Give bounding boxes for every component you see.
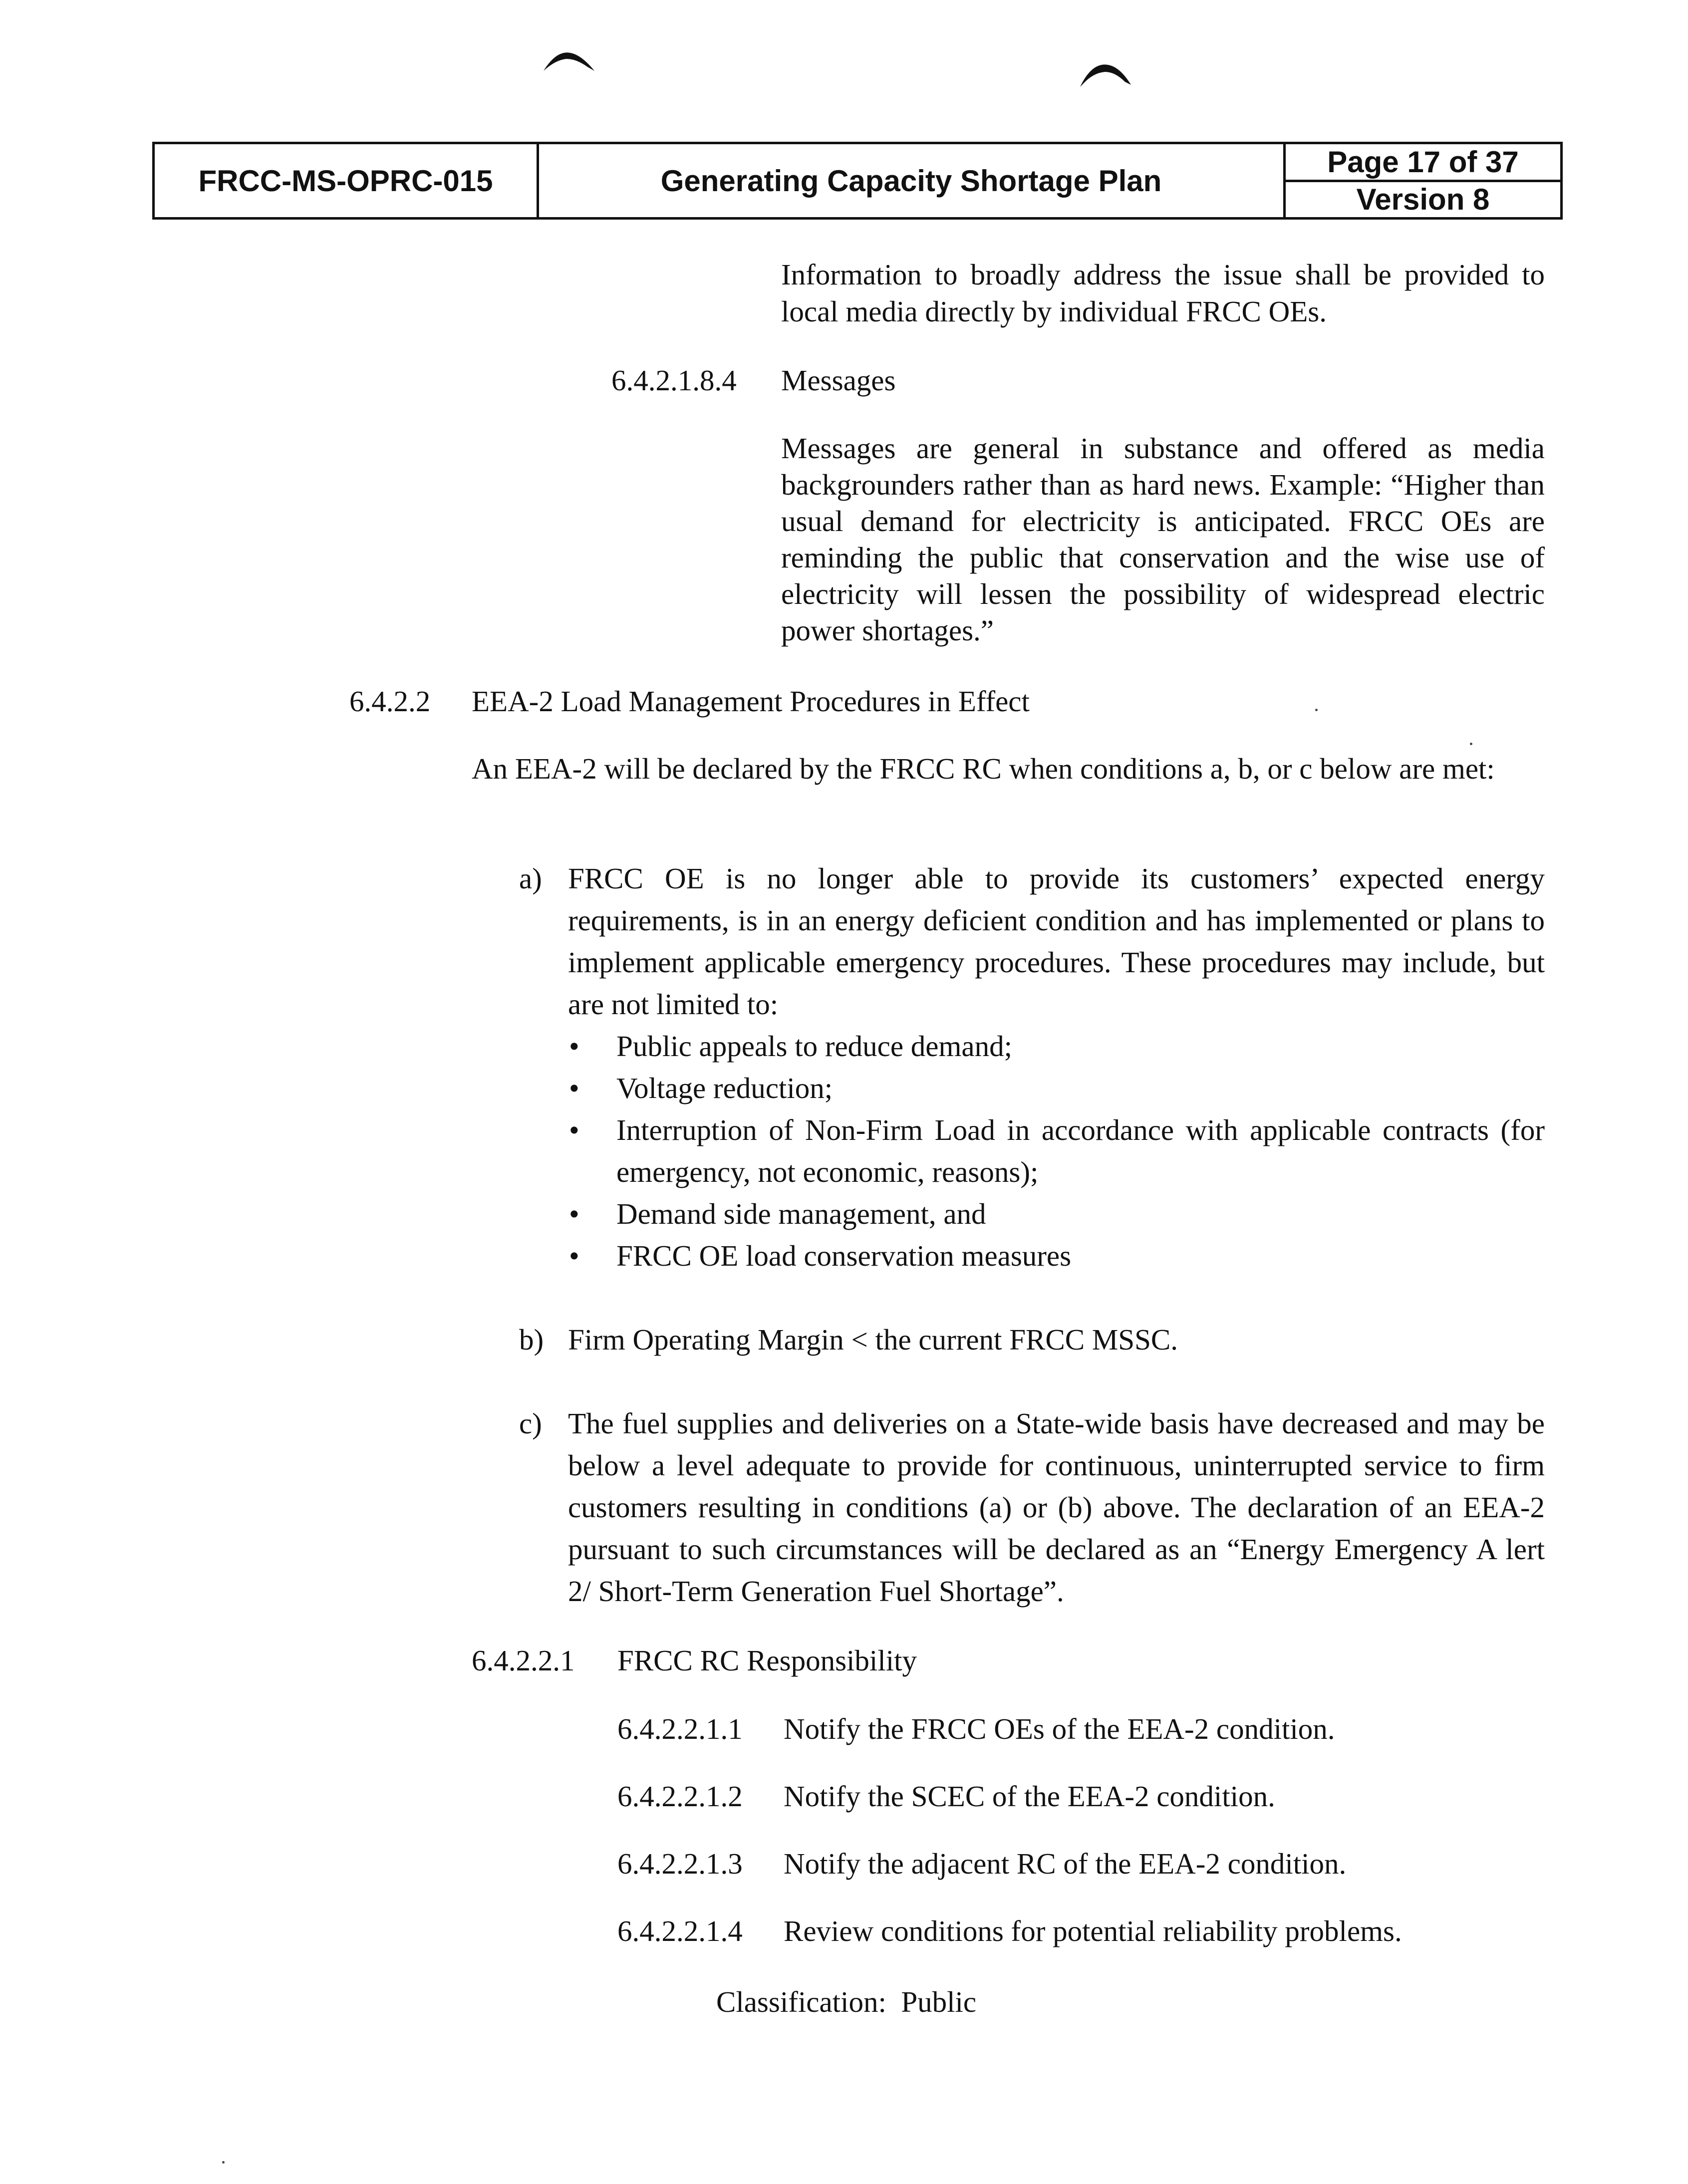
classification-footer: Classification: Public: [716, 1985, 977, 2018]
scan-speck: [1470, 743, 1472, 745]
messages-paragraph: Messages are general in substance and offered as media backgrounders rather than as hard news. Example: “Higher than usual demand for electricity is anticipated. FRCC OEs are reminding the public that conservation and the wise use of electricity will lessen the possibility of widespread electric power shortages.”: [781, 432, 1545, 647]
item-number: 6.4.2.2.1.1: [617, 1712, 743, 1745]
section-number: 6.4.2.2: [349, 685, 431, 718]
document-id: FRCC-MS-OPRC-015: [155, 144, 539, 217]
scan-mark-icon: [542, 46, 596, 75]
document-title: Generating Capacity Shortage Plan: [539, 144, 1286, 217]
item-number: 6.4.2.2.1.3: [617, 1847, 743, 1880]
document-header: [152, 142, 1563, 220]
list-item: Demand side management, and: [616, 1197, 986, 1230]
scan-mark-icon: [1078, 59, 1133, 88]
list-item: Interruption of Non-Firm Load in accordance with applicable contracts (for emergency, not economic, reasons);: [616, 1113, 1545, 1188]
list-label: a): [519, 862, 542, 895]
list-item: Public appeals to reduce demand;: [616, 1030, 1012, 1063]
page-version-cell: [1286, 144, 1560, 217]
section-heading: EEA-2 Load Management Procedures in Effect: [472, 685, 1030, 718]
media-info-paragraph: Information to broadly address the issue shall be provided to local media directly by individual FRCC OEs.: [781, 258, 1545, 328]
page-number: Page 17 of 37: [1286, 144, 1560, 182]
item-text: Notify the SCEC of the EEA-2 condition.: [784, 1780, 1275, 1813]
item-text: Notify the FRCC OEs of the EEA-2 condition.: [784, 1712, 1335, 1745]
list-item: FRCC OE load conservation measures: [616, 1239, 1072, 1272]
bullet-icon: •: [569, 1030, 579, 1063]
scan-speck: [1315, 709, 1318, 711]
item-text: Notify the adjacent RC of the EEA-2 condition.: [784, 1847, 1347, 1880]
version-label: Version 8: [1356, 183, 1490, 217]
section-number: 6.4.2.2.1: [472, 1644, 575, 1677]
section-number: 6.4.2.1.8.4: [611, 364, 737, 397]
list-label: c): [519, 1407, 542, 1440]
eea2-intro-paragraph: An EEA-2 will be declared by the FRCC RC when conditions a, b, or c below are met:: [472, 752, 1495, 785]
condition-a-text: FRCC OE is no longer able to provide its customers’ expected energy requirements, is in an energy deficient condition and has implemented or plans to implement applicable emergency procedures. These procedures may include, but are not limited to:: [568, 862, 1545, 1021]
scan-speck: [222, 2161, 225, 2164]
bullet-icon: •: [569, 1072, 579, 1104]
item-number: 6.4.2.2.1.4: [617, 1914, 743, 1947]
item-number: 6.4.2.2.1.2: [617, 1780, 743, 1813]
condition-b-text: Firm Operating Margin < the current FRCC MSSC.: [568, 1323, 1178, 1356]
list-item: Voltage reduction;: [616, 1072, 833, 1104]
bullet-icon: •: [569, 1113, 579, 1146]
condition-c-text: The fuel supplies and deliveries on a State-wide basis have decreased and may be below a level adequate to provide for continuous, uninterrupted service to firm customers resulting in conditions (a) or (b) above. The declaration of an EEA-2 pursuant to such circumstances will be declared as an “Energy Emergency A lert 2/ Short-Term Generation Fuel Shortage”.: [568, 1407, 1545, 1608]
bullet-icon: •: [569, 1197, 579, 1230]
section-heading: Messages: [781, 364, 896, 397]
item-text: Review conditions for potential reliability problems.: [784, 1914, 1402, 1947]
list-label: b): [519, 1323, 544, 1356]
bullet-icon: •: [569, 1239, 579, 1272]
section-heading: FRCC RC Responsibility: [617, 1644, 917, 1677]
